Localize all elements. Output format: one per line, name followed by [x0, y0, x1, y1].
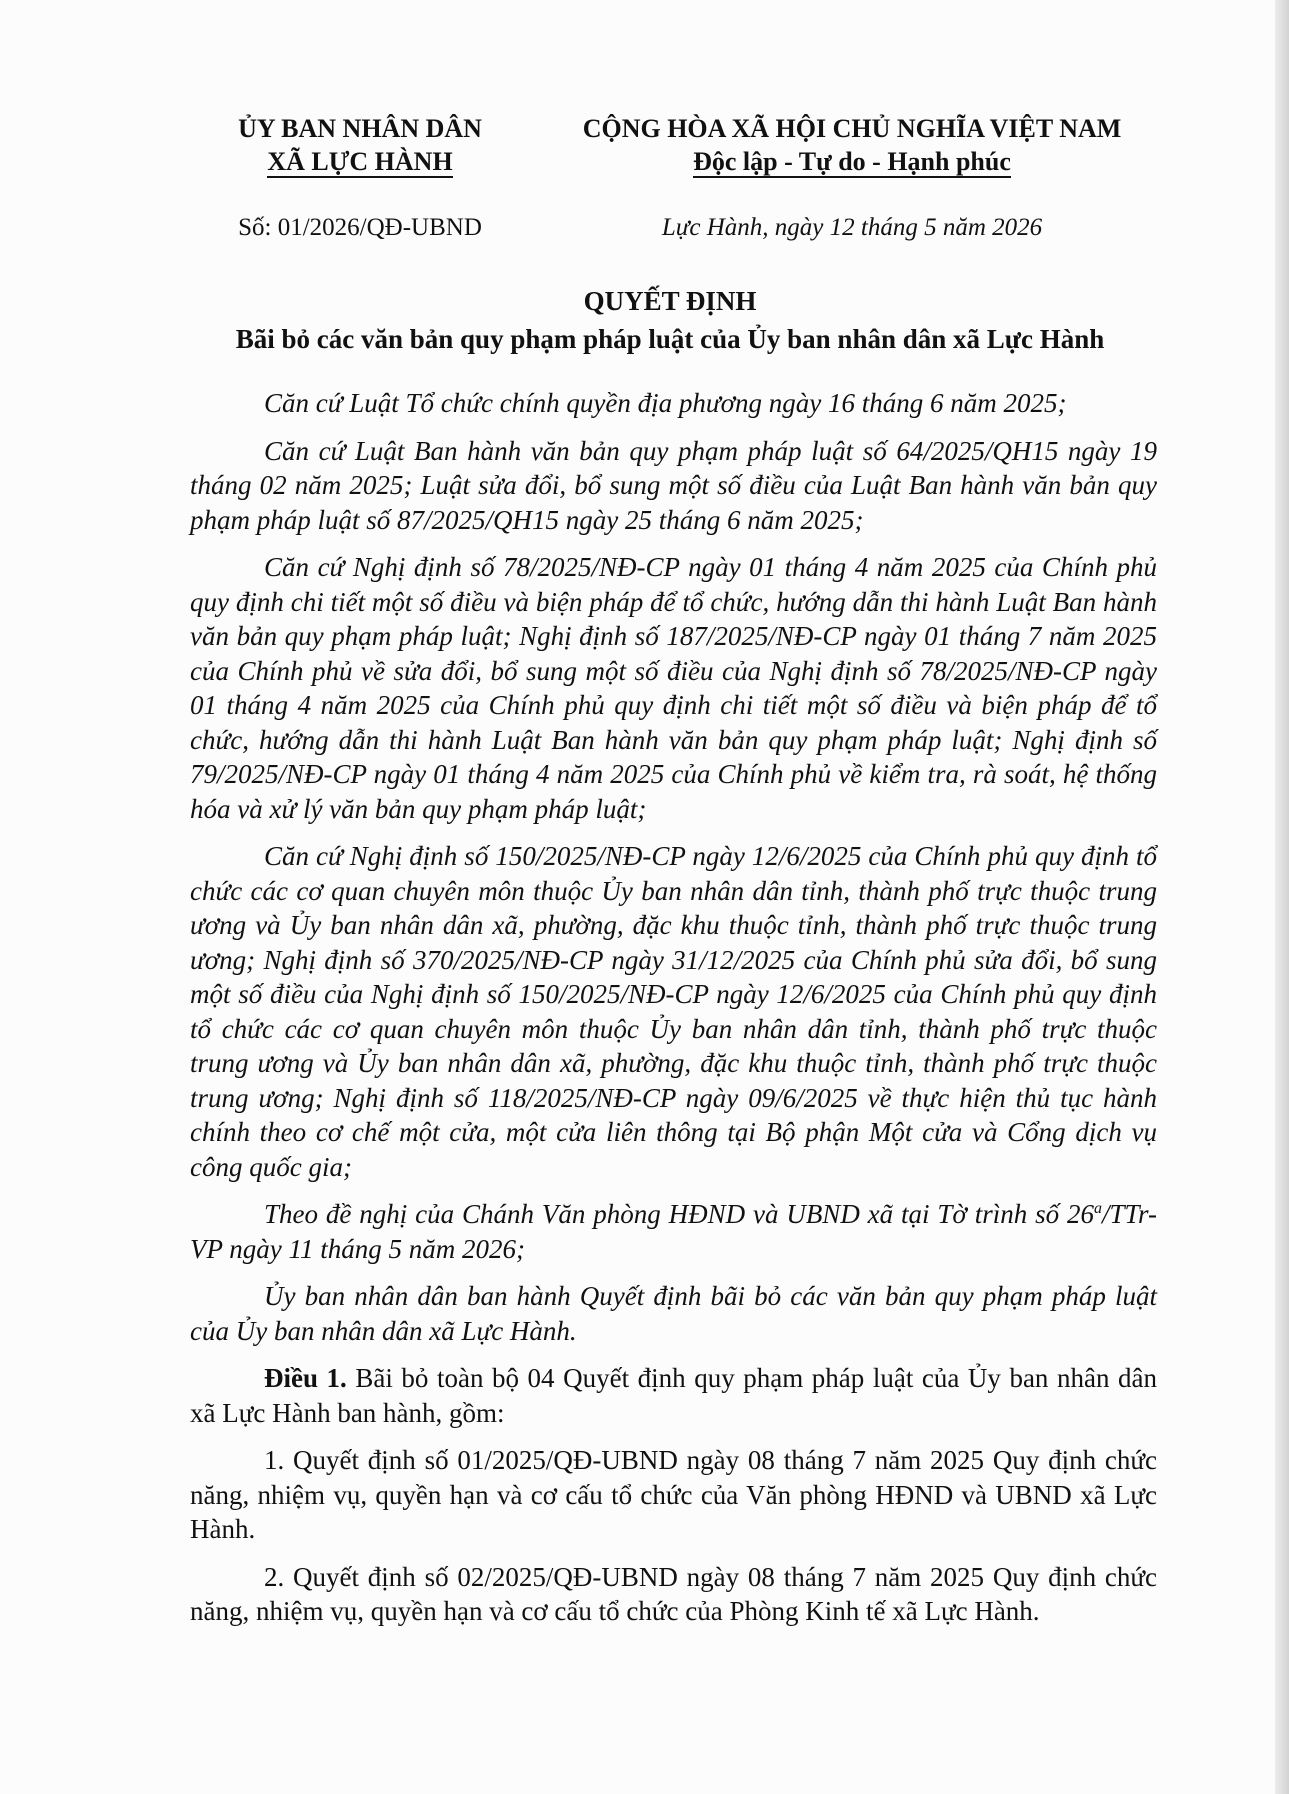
- document-body: [190, 386, 1157, 1629]
- article-1-item: 2. Quyết định số 02/2025/QĐ-UBND ngày 08 tháng 7 năm 2025 Quy định chức năng, nhiệm vụ, quyền hạn và cơ cấu tổ chức của Phòng Kinh tế xã Lực Hành.: [190, 1561, 1157, 1626]
- document-subtitle: Bãi bỏ các văn bản quy phạm pháp luật của Ủy ban nhân dân xã Lực Hành: [235, 324, 1105, 354]
- preamble-paragraph: Căn cứ Luật Tổ chức chính quyền địa phương ngày 16 tháng 6 năm 2025;: [264, 388, 1067, 418]
- place-date: Lực Hành, ngày 12 tháng 5 năm 2026: [661, 214, 1043, 241]
- national-title-line-1: CỘNG HÒA XÃ HỘI CHỦ NGHĨA VIỆT NAM: [582, 114, 1122, 143]
- article-1-text: Bãi bỏ toàn bộ 04 Quyết định quy phạm pháp luật của Ủy ban nhân dân xã Lực Hành ban hành, gồm:: [190, 1363, 1158, 1428]
- proposal-text-start: Theo đề nghị của Chánh Văn phòng HĐND và UBND xã tại Tờ trình số 26: [264, 1199, 1094, 1229]
- enactment-paragraph: Ủy ban nhân dân ban hành Quyết định bãi bỏ các văn bản quy phạm pháp luật của Ủy ban nhân dân xã Lực Hành.: [190, 1281, 1157, 1346]
- document-number: Số: 01/2026/QĐ-UBND: [238, 214, 482, 241]
- article-1-item: 1. Quyết định số 01/2025/QĐ-UBND ngày 08 tháng 7 năm 2025 Quy định chức năng, nhiệm vụ, quyền hạn và cơ cấu tổ chức của Văn phòng HĐND và UBND xã Lực Hành.: [190, 1445, 1157, 1544]
- proposal-paragraph: [190, 1197, 1157, 1266]
- preamble-paragraph: Căn cứ Nghị định số 150/2025/NĐ-CP ngày 12/6/2025 của Chính phủ quy định tổ chức các cơ quan chuyên môn thuộc Ủy ban nhân dân tỉnh, thành phố trực thuộc trung ương và Ủy ban nhân dân xã, phường, đặc khu thuộc tỉnh, thành phố trực thuộc trung ương; Nghị định số 370/2025/NĐ-CP ngày 31/12/2025 của Chính phủ sửa đổi, bổ sung một số điều của Nghị định số 150/2025/NĐ-CP ngày 12/6/2025 của Chính phủ quy định tổ chức các cơ quan chuyên môn thuộc Ủy ban nhân dân tỉnh, thành phố trực thuộc trung ương và Ủy ban nhân dân xã, phường, đặc khu thuộc tỉnh, thành phố trực thuộc trung ương; Nghị định số 118/2025/NĐ-CP ngày 09/6/2025 về thực hiện thủ tục hành chính theo cơ chế một cửa, một cửa liên thông tại Bộ phận Một cửa và Cổng dịch vụ công quốc gia;: [190, 841, 1157, 1182]
- article-1-label: Điều 1.: [264, 1363, 347, 1393]
- proposal-text-end: /TTr-VP ngày 11 tháng 5 năm 2026;: [190, 1199, 1157, 1264]
- document-header: [0, 112, 1289, 182]
- national-motto: Độc lập - Tự do - Hạnh phúc: [693, 147, 1011, 176]
- document-title-block: [190, 282, 1150, 358]
- national-title: [552, 112, 1152, 178]
- preamble-paragraph: Căn cứ Nghị định số 78/2025/NĐ-CP ngày 01 tháng 4 năm 2025 của Chính phủ quy định chi tiết một số điều và biện pháp để tổ chức, hướng dẫn thi hành Luật Ban hành văn bản quy phạm pháp luật; Nghị định số 187/2025/NĐ-CP ngày 01 tháng 7 năm 2025 của Chính phủ về sửa đổi, bổ sung một số điều của Nghị định số 78/2025/NĐ-CP ngày 01 tháng 4 năm 2025 của Chính phủ quy định chi tiết một số điều và biện pháp để tổ chức, hướng dẫn thi hành Luật Ban hành văn bản quy phạm pháp luật; Nghị định số 79/2025/NĐ-CP ngày 01 tháng 4 năm 2025 của Chính phủ về kiểm tra, rà soát, hệ thống hóa và xử lý văn bản quy phạm pháp luật;: [190, 552, 1157, 824]
- preamble-paragraph: Căn cứ Luật Ban hành văn bản quy phạm pháp luật số 64/2025/QH15 ngày 19 tháng 02 năm 2025; Luật sửa đổi, bổ sung một số điều của Luật Ban hành văn bản quy phạm pháp luật số 87/2025/QH15 ngày 25 tháng 6 năm 2025;: [190, 435, 1157, 535]
- authority-line-1: ỦY BAN NHÂN DÂN: [238, 114, 482, 143]
- document-title: QUYẾT ĐỊNH: [583, 286, 757, 316]
- authority-line-2: XÃ LỰC HÀNH: [267, 147, 453, 176]
- article-1: [190, 1361, 1157, 1430]
- proposal-superscript: a: [1093, 1200, 1102, 1217]
- number-date-line: [0, 214, 1289, 250]
- page-edge-shadow: [1275, 0, 1289, 1794]
- issuing-authority: [210, 112, 510, 178]
